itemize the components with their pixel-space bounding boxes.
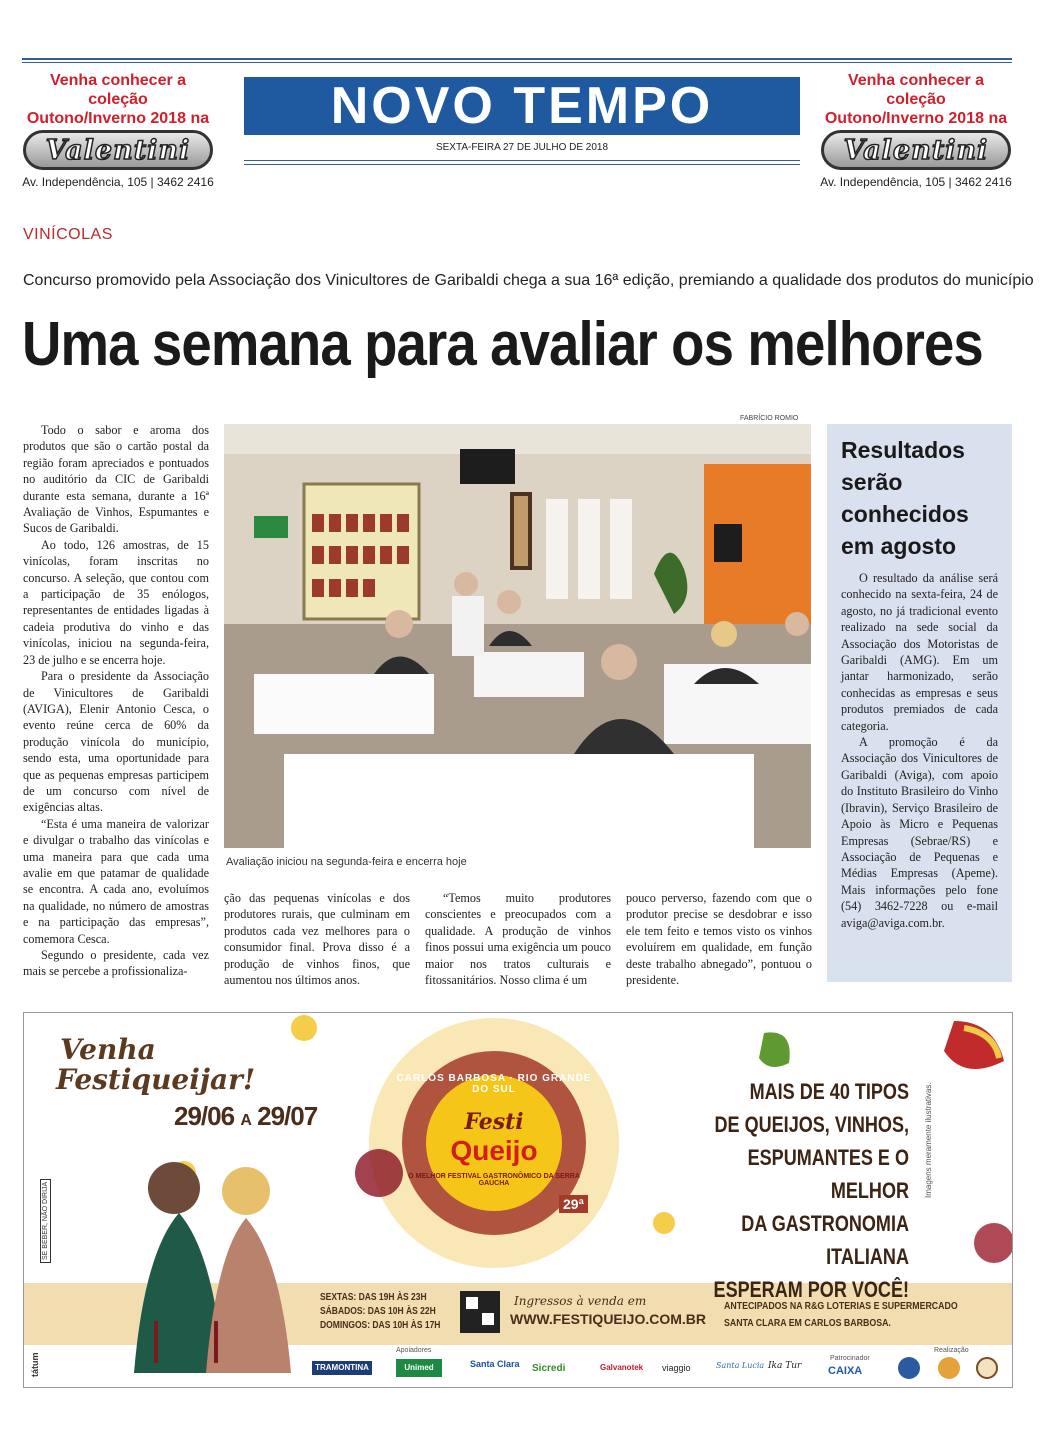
paragraph: Ao todo, 126 amostras, de 15 vinícolas, foram inscritas no concurso. A seleção, que contou com a participação de 35 enólogos, representantes de entidades ligadas à cadeia produtiva do vinho e das vinícolas, iniciou na segunda-feira, 23 de julho e se encerra hoje. xyxy=(23,537,209,667)
paragraph: Segundo o presidente, cada vez mais se percebe a profissionaliza- xyxy=(23,948,209,979)
article-column-2 xyxy=(224,890,410,988)
promo-text xyxy=(708,1075,909,1306)
paragraph: O resultado da análise será conhecido na sexta-feira, 24 de agosto, no já tradicional evento realizado na sede social da Associação dos Motoristas de Garibaldi (AMG). Em um jantar harmonizado, serão conhecidas as empresas e seus produtos premiados de cada categoria. xyxy=(841,571,998,733)
article-headline: Uma semana para avaliar os melhores xyxy=(22,310,983,379)
edition-date: SEXTA-FEIRA 27 DE JULHO DE 2018 xyxy=(435,142,609,153)
valentini-logo: Valentini xyxy=(821,130,1011,170)
schedule-line: SÁBADOS: DAS 10H ÀS 22H xyxy=(320,1306,436,1317)
header-ad-address: Av. Independência, 105 | 3462 2416 xyxy=(22,175,214,189)
header-ad-line1: Venha conhecer a coleção xyxy=(49,72,187,108)
promo-line: ESPUMANTES E O MELHOR xyxy=(747,1145,909,1203)
logo-arc-text: CARLOS BARBOSA · RIO GRANDE DO SUL xyxy=(396,1073,592,1095)
valentini-logo: Valentini xyxy=(23,130,213,170)
masthead: NOVO TEMPO xyxy=(244,77,800,135)
paragraph: pouco perverso, fazendo com que o produtor precise se desdobrar e isso ele tem feito e temos visto os vinhos evoluírem em qualidade, em função deste trabalho abnegado”, pontuou o presidente. xyxy=(626,891,812,988)
sidebar-title: Resultados serão conhecidos em agosto xyxy=(841,437,969,559)
advert-venha: Venha xyxy=(60,1033,156,1066)
supporters-label: Apoiadores xyxy=(396,1347,432,1354)
sponsor-label: Patrocinador xyxy=(830,1355,870,1362)
paragraph: “Temos muito produtores conscientes e preocupados com a qualidade. A produção de vinhos finos possui uma exigência um pouco maior nos tratos culturais e fitossanitários. Nosso clima é um xyxy=(425,891,611,988)
sponsor-logo-tramontina: TRAMONTINA xyxy=(312,1361,372,1375)
schedule xyxy=(320,1291,440,1333)
photo-credit: FABRÍCIO ROMIO xyxy=(740,415,799,422)
article-subhead: Concurso promovido pela Associação dos Vinicultores de Garibaldi chega a sua 16ª edição, premiando a qualidade dos produtos do município xyxy=(23,272,1034,289)
top-rule xyxy=(22,58,1012,63)
municipality-crest-icon xyxy=(938,1357,960,1379)
article-photo xyxy=(224,424,811,848)
sponsor-logo-santa-lucia: Santa Lucia xyxy=(716,1361,765,1370)
paragraph: A promoção é da Associação dos Vinicultores de Garibaldi (Aviga), com apoio do Instituto Brasileiro do Vinho (Ibravin), Serviço Brasileiro de Apoio às Micro e Pequenas Empresas (Sebrae/RS) e Associação de Pequenas e Médias Empresas (Apeme). Mais informações pelo fone (54) 3462-7228 ou e-mail aviga@aviga.com.br. xyxy=(841,735,998,930)
logo-festi: Festi xyxy=(464,1109,524,1135)
promo-line: MAIS DE 40 TIPOS xyxy=(749,1079,909,1104)
festiqueijo-site-link[interactable]: WWW.FESTIQUEIJO.COM.BR xyxy=(510,1311,706,1327)
edition-badge: 29ª xyxy=(559,1195,588,1213)
illustrative-notice: Imagens meramente ilustrativas. xyxy=(924,1082,933,1198)
sponsor-logo-santa-clara: Santa Clara xyxy=(470,1359,520,1369)
promo-line: DE QUEIJOS, VINHOS, xyxy=(714,1112,909,1137)
paragraph: Para o presidente da Associação de Vinicultores de Garibaldi (AVIGA), Elenir Antonio Cesca, o evento reúne cerca de 60% da produção vinícola do município, sendo esta, uma oportunidade para que as pequenas empresas participem de um concurso com nível de exigências altas. xyxy=(23,669,209,815)
drink-notice: SE BEBER, NÃO DIRIJA xyxy=(40,1179,51,1263)
advert-date-start: 29/06 xyxy=(174,1101,235,1131)
header-ad-line2: Outono/Inverno 2018 na xyxy=(824,110,1008,127)
logo-subtitle: O MELHOR FESTIVAL GASTRONÔMICO DA SERRA GAÚCHA xyxy=(408,1173,580,1187)
advance-line: SANTA CLARA EM CARLOS BARBOSA. xyxy=(724,1318,891,1329)
sidebar-box xyxy=(827,424,1012,982)
paragraph: ção das pequenas vinícolas e dos produtores rurais, que culminam em produtos cada vez melhores para o consumidor final. Prova disso é a produção de vinhos finos, que aumentou nos últimos anos. xyxy=(224,891,410,988)
schedule-line: DOMINGOS: DAS 10H ÀS 17H xyxy=(320,1320,441,1331)
agency-mark: tátum xyxy=(30,1352,40,1377)
advert-date-end: 29/07 xyxy=(257,1101,318,1131)
section-kicker: VINÍCOLAS xyxy=(23,226,113,243)
photo-caption: Avaliação iniciou na segunda-feira e encerra hoje xyxy=(226,856,467,868)
tickets-label: Ingressos à venda em xyxy=(514,1294,647,1308)
realization-label: Realização xyxy=(934,1347,969,1354)
article-column-1 xyxy=(23,422,209,980)
advert-festiqueijar: Festiqueijar! xyxy=(56,1063,256,1096)
advance-line: ANTECIPADOS NA R&G LOTERIAS E SUPERMERCADO xyxy=(724,1301,958,1312)
promo-line: DA GASTRONOMIA ITALIANA xyxy=(741,1211,909,1269)
festival-seal-icon xyxy=(976,1357,998,1379)
promo-line: ESPERAM POR VOCÊ! xyxy=(713,1277,909,1302)
advance-sales xyxy=(724,1298,958,1332)
date-rule xyxy=(244,160,800,161)
paragraph: Todo o sabor e aroma dos produtos que são o cartão postal da região foram apreciados e pontuados no auditório da CIC de Garibaldi durante esta semana, durante a 16ª Avaliação de Vinhos, Espumantes e Sucos de Garibaldi. xyxy=(23,423,209,536)
header-ad-left[interactable] xyxy=(20,71,216,189)
sponsor-logo-ika-tur: Ika Tur xyxy=(768,1361,802,1371)
logo-queijo: Queijo xyxy=(450,1135,538,1166)
date-rule-2 xyxy=(244,164,800,165)
crest-icon xyxy=(898,1357,920,1379)
header-ad-address: Av. Independência, 105 | 3462 2416 xyxy=(820,175,1012,189)
advert-date-sep: A xyxy=(240,1112,251,1129)
wine-tasting-illustration xyxy=(224,424,811,848)
advert-dates xyxy=(174,1101,317,1132)
festiqueijo-advert[interactable] xyxy=(23,1012,1013,1388)
header-ad-right[interactable] xyxy=(818,71,1014,189)
sponsor-logo-sicredi: Sicredi xyxy=(532,1363,566,1374)
sponsor-logo-galvanotek: Galvanotek xyxy=(600,1363,644,1372)
paragraph: “Esta é uma maneira de valorizar e divulgar o trabalho das vinícolas e uma maneira para que cada uma avalie em que patamar de qualidade se encontra. A cada ano, evoluímos na qualidade, no número de amostras e na participação das empresas”, comemora Cesca. xyxy=(23,816,209,946)
header-ad-line1: Venha conhecer a coleção xyxy=(847,72,985,108)
sponsor-logo-unimed: Unimed xyxy=(396,1359,442,1377)
sponsor-logo-caixa: CAIXA xyxy=(828,1365,863,1377)
sponsor-logo-viaggio: viaggio xyxy=(662,1363,691,1373)
article-column-3 xyxy=(425,890,611,988)
article-column-4 xyxy=(626,890,812,988)
header-ad-line2: Outono/Inverno 2018 na xyxy=(26,110,210,127)
schedule-line: SEXTAS: DAS 19H ÀS 23H xyxy=(320,1292,427,1303)
